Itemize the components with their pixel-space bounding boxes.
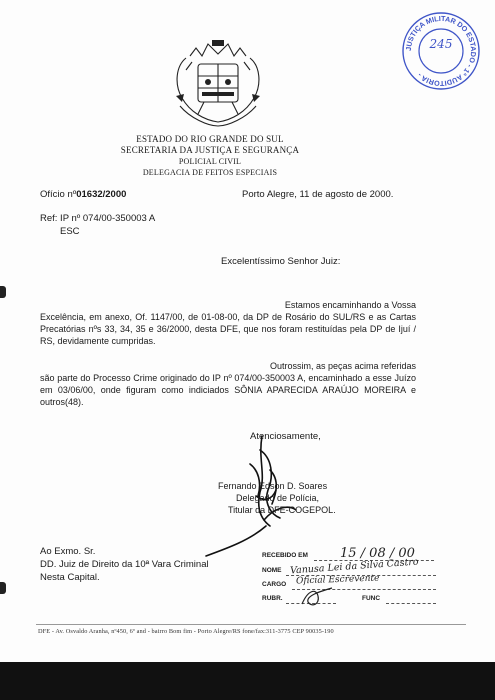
office-number-line <box>40 189 126 201</box>
paragraph-2-lead: Outrossim, as peças acima referidas <box>269 361 416 371</box>
office-number: 01632/2000 <box>76 189 127 200</box>
footer-rule <box>36 624 466 625</box>
name-label: NOME <box>262 567 282 574</box>
paragraph-1-lead: Estamos encaminhando a Vossa <box>284 300 416 310</box>
reference-code: ESC <box>60 226 80 237</box>
office-label: Ofício nº <box>40 189 77 200</box>
addressee-line-2: DD. Juiz de Direito da 10ª Vara Criminal <box>40 559 209 570</box>
rubric-label: RUBR. <box>262 595 283 602</box>
received-date: 15 / 08 / 00 <box>340 546 415 561</box>
rubric-scribble <box>298 584 338 610</box>
paragraph-2: são parte do Processo Crime originado do IP nº 074/00-350003 A, encaminhado a esse Juízo em 03/06/00, onde figuram como indiciados SÔNIA APARECIDA ARAÚJO MOREIRA e outros(48). <box>40 373 416 407</box>
svg-text:JUSTIÇA MILITAR DO ESTADO - 1ª <box>404 14 478 88</box>
function-line <box>386 603 436 604</box>
addressee-line-1: Ao Exmo. Sr. <box>40 546 96 557</box>
binder-hole-mark <box>0 286 6 298</box>
signer-name: Fernando Edson D. Soares <box>218 481 328 491</box>
scan-edge-bar <box>0 662 495 700</box>
function-label: FUNC <box>362 595 381 602</box>
reference-line: Ref: IP nº 074/00-350003 A <box>40 213 156 224</box>
place-date: Porto Alegre, 11 de agosto de 2000. <box>242 189 394 200</box>
signature-block <box>218 480 378 516</box>
addressee-block <box>40 545 209 584</box>
name-value: Vanusa Lei da Silva Castro <box>289 556 419 577</box>
receipt-stamp <box>262 548 462 618</box>
received-label: RECEBIDO EM <box>262 552 308 559</box>
letterhead-state: ESTADO DO RIO GRANDE DO SUL <box>136 134 284 144</box>
footer-address: DFE - Av. Osvaldo Aranha, nº450, 6º and - bairro Bom fim - Porto Alegre/RS fone/fax:311-3775 CEP 90035-190 <box>38 628 334 635</box>
role-label: CARGO <box>262 581 287 588</box>
stamp-number: 245 <box>429 37 453 51</box>
addressee-line-3: Nesta Capital. <box>40 572 100 583</box>
closing: Atenciosamente, <box>250 431 321 442</box>
signer-title: Titular da DFE-COGEPOL. <box>228 505 336 515</box>
stamp-ring-text: JUSTIÇA MILITAR DO ESTADO - 1ª AUDITORIA - <box>403 13 479 89</box>
salutation: Excelentíssimo Senhor Juiz: <box>221 256 341 267</box>
letterhead-division: DELEGACIA DE FEITOS ESPECIAIS <box>142 168 278 177</box>
letterhead-secretariat: SECRETARIA DA JUSTIÇA E SEGURANÇA <box>120 145 300 155</box>
letterhead <box>110 134 310 178</box>
binder-hole-mark <box>0 582 6 594</box>
paragraph-1: Excelência, em anexo, Of. 1147/00, de 01-08-00, da DP de Rosário do SUL/RS e as Cartas Precatórias nºs 33, 34, 35 e 36/2000, desta DFE, que nos foram restituídas pela DP de Ijuí / RS, devidamente cumpridas. <box>40 312 416 346</box>
role-value: Oficial Escrevente <box>295 573 380 587</box>
court-stamp <box>400 10 482 92</box>
coat-of-arms-emblem <box>168 36 268 130</box>
signer-role: Delegado de Polícia, <box>236 493 320 503</box>
letterhead-department: POLICIAL CIVIL <box>178 157 242 166</box>
